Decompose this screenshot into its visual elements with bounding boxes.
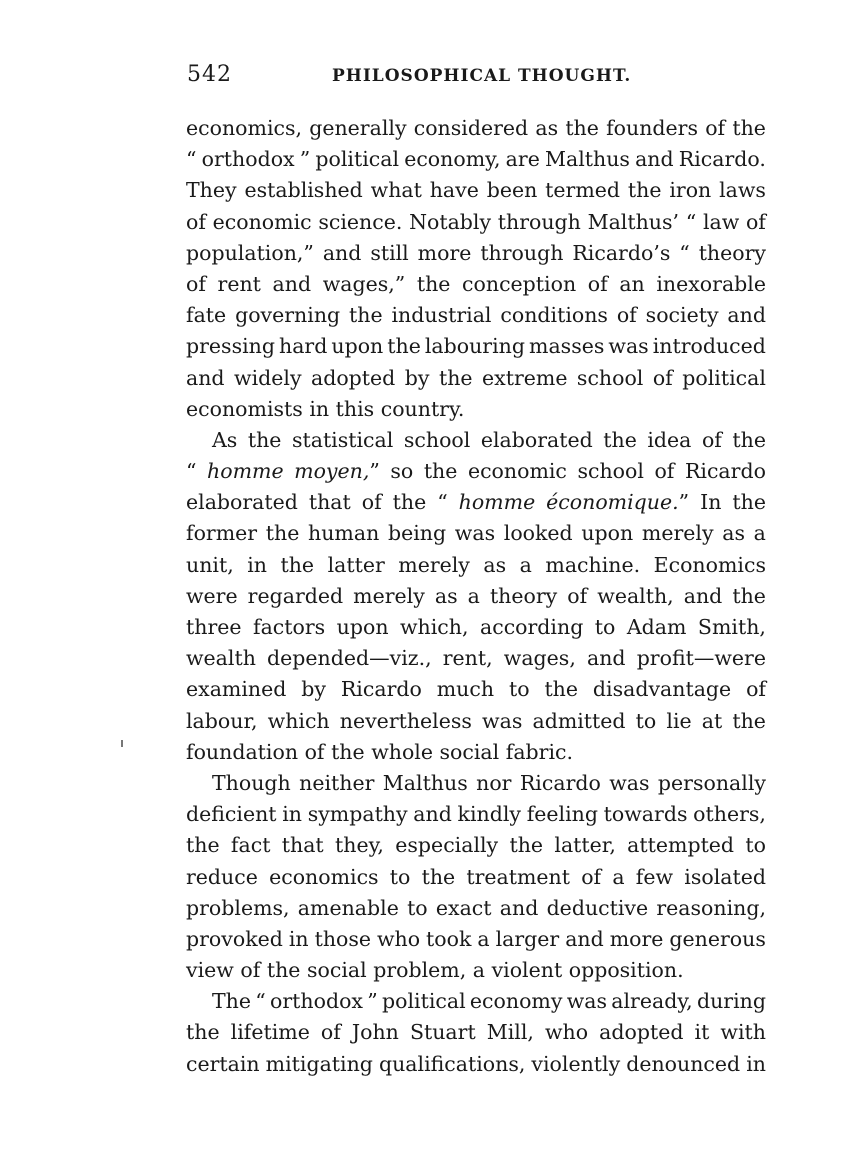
word: deductive (546, 895, 649, 920)
word: who (545, 1020, 589, 1045)
word: former (186, 521, 258, 546)
word: “ (437, 490, 448, 515)
word: The (212, 989, 252, 1014)
word: the (331, 739, 365, 764)
word: John (351, 1020, 399, 1045)
word: moyen,” (294, 459, 380, 484)
word: more (417, 240, 472, 265)
word: feeling (526, 802, 598, 827)
word: political (382, 989, 466, 1014)
word: and (727, 303, 766, 328)
body-text (186, 113, 766, 1080)
word: that (308, 490, 351, 515)
paragraph-homme-economique (186, 425, 766, 768)
word: adopted (311, 365, 396, 390)
word: Ricardo (519, 770, 601, 795)
word: labouring (424, 334, 525, 359)
text-line (186, 300, 766, 331)
word: economy (469, 989, 563, 1014)
word: elaborated (480, 427, 593, 452)
word: to (508, 677, 530, 702)
word: reduce (186, 864, 258, 889)
word: larger (495, 926, 560, 951)
word: was (566, 989, 607, 1014)
word: it (694, 1020, 710, 1045)
word: of (654, 459, 675, 484)
text-line (186, 394, 766, 425)
word: “ (186, 459, 197, 484)
word: school (403, 427, 471, 452)
word: économique.” (546, 490, 690, 515)
word: and (499, 895, 539, 920)
word: of (361, 490, 382, 515)
word: upon (336, 615, 389, 639)
word: labour, (186, 708, 258, 733)
word: unit, (186, 552, 234, 577)
word: was (482, 708, 523, 733)
word: and (635, 147, 674, 172)
word: orthodox (270, 989, 363, 1014)
word: others, (693, 802, 766, 827)
word: they, (335, 833, 384, 858)
word: school (577, 459, 644, 484)
word: examined (186, 677, 287, 702)
word: in (288, 926, 309, 951)
word: of (745, 209, 766, 234)
word: in (309, 396, 330, 421)
word: in (746, 1051, 766, 1076)
word: admitted (532, 708, 626, 733)
word: and (413, 802, 452, 827)
text-line (186, 643, 766, 674)
paragraph-opposition (186, 768, 766, 986)
word: violent (491, 958, 563, 983)
word: termed (545, 178, 621, 203)
text-line (186, 207, 766, 238)
word: governing (235, 303, 341, 328)
word: wealth (186, 646, 256, 671)
word: As (212, 427, 238, 452)
word: Ricardo’s (572, 240, 671, 265)
word: with (720, 1020, 766, 1045)
text-line (186, 331, 766, 362)
word: to (407, 895, 428, 920)
word: whole (371, 739, 433, 764)
word: personally (657, 770, 766, 795)
word: merely (353, 583, 425, 608)
word: laws (719, 178, 766, 203)
word: amenable (297, 895, 399, 920)
paragraph-mill (186, 986, 766, 1080)
word: a (519, 552, 532, 577)
word: exact (435, 895, 492, 920)
word: of (652, 365, 673, 390)
word: theory (698, 240, 766, 265)
word: upon (331, 334, 384, 359)
word: and (586, 646, 626, 671)
word: the (732, 116, 766, 140)
word: masses (529, 334, 605, 359)
word: considered (413, 116, 529, 140)
word: economic (212, 209, 312, 234)
word: and (186, 365, 225, 390)
word: the (186, 1020, 220, 1045)
word: of (581, 864, 602, 889)
word: certain (186, 1051, 260, 1076)
word: problem, (373, 958, 467, 983)
text-line (186, 487, 766, 518)
word: the (280, 552, 315, 577)
word: widely (234, 365, 302, 390)
word: rent, (442, 646, 493, 671)
word: introduced (652, 334, 766, 359)
word: three (186, 615, 242, 639)
word: much (436, 677, 495, 702)
word: the (387, 334, 421, 359)
text-line (186, 924, 766, 955)
word: factors (252, 615, 326, 639)
word: which, (400, 615, 469, 639)
word: the (603, 427, 637, 452)
word: was (609, 770, 650, 795)
word: to (389, 864, 411, 889)
text-line (186, 612, 766, 643)
word: the (438, 365, 473, 390)
word: Adam (626, 615, 687, 639)
text-line (186, 830, 766, 861)
word: of (567, 583, 588, 608)
word: rent (217, 271, 261, 296)
word: merely (641, 521, 714, 546)
word: profit—were (636, 646, 766, 671)
word: violently (531, 1051, 621, 1076)
word: was (608, 334, 649, 359)
word: isolated (684, 864, 766, 889)
word: a (467, 583, 480, 608)
word: at (701, 708, 723, 733)
running-head (187, 60, 767, 94)
word: of (186, 271, 206, 296)
word: to (635, 708, 657, 733)
word: theory (489, 583, 558, 608)
word: In (700, 490, 722, 515)
word: so (390, 459, 414, 484)
word: by (301, 677, 326, 702)
word: more (609, 926, 664, 951)
word: Ricardo (340, 677, 422, 702)
word: extreme (482, 365, 568, 390)
word: the (627, 178, 662, 203)
word: of (240, 958, 261, 983)
word: wealth, (597, 583, 674, 608)
word: Stuart (409, 1020, 476, 1045)
word: the (732, 490, 766, 515)
page-number: 542 (187, 62, 232, 87)
word: They (186, 178, 237, 203)
word: conception (462, 271, 577, 296)
word: wages, (503, 646, 576, 671)
word: have (429, 178, 479, 203)
word: ” (367, 989, 378, 1014)
word: human (308, 521, 380, 546)
word: upon (581, 521, 634, 546)
word: as (434, 583, 458, 608)
word: already, (611, 989, 693, 1014)
word: industrial (391, 303, 492, 328)
word: in (282, 802, 302, 827)
word: orthodox (201, 147, 295, 172)
word: “ (255, 989, 266, 1014)
word: Ricardo (684, 459, 766, 484)
word: deficient (186, 802, 277, 827)
word: and (322, 240, 362, 265)
word: political (315, 147, 400, 172)
word: established (244, 178, 363, 203)
word: of (304, 739, 325, 764)
word: foundation (186, 739, 299, 764)
word: statistical (291, 427, 394, 452)
word: those (314, 926, 372, 951)
word: what (370, 178, 422, 203)
word: inexorable (656, 271, 766, 296)
word: pressing (186, 334, 275, 359)
text-line (186, 674, 766, 705)
word: through (497, 209, 581, 234)
word: the (732, 583, 766, 608)
word: neither (299, 770, 375, 795)
word: science. (318, 209, 403, 234)
word: looked (503, 521, 573, 546)
word: homme (458, 490, 536, 515)
word: Mill, (486, 1020, 534, 1045)
word: society (645, 303, 719, 328)
word: opposition. (568, 958, 684, 983)
word: the (247, 427, 282, 452)
word: the (266, 958, 301, 983)
word: were (186, 583, 238, 608)
word: homme (207, 459, 284, 484)
word: “ (186, 147, 197, 172)
word: nevertheless (339, 708, 472, 733)
word: the (732, 427, 766, 452)
text-line (186, 269, 766, 300)
word: provoked (186, 926, 283, 951)
word: and (565, 926, 604, 951)
word: of (705, 116, 726, 140)
text-line (186, 955, 766, 986)
word: economics, (186, 116, 303, 140)
word: during (696, 989, 766, 1014)
word: social (306, 958, 367, 983)
word: economists (186, 396, 303, 421)
word: of (186, 209, 206, 234)
word: that (281, 833, 324, 858)
word: the (423, 459, 458, 484)
word: country. (380, 396, 465, 421)
word: the (544, 677, 579, 702)
word: an (619, 271, 645, 296)
word: took (426, 926, 472, 951)
text-line (186, 238, 766, 269)
word: Smith, (697, 615, 766, 639)
word: latter, (554, 833, 616, 858)
word: of (746, 677, 766, 702)
word: iron (669, 178, 712, 203)
word: economic (467, 459, 567, 484)
word: as (535, 116, 559, 140)
text-line (186, 862, 766, 893)
running-title: PHILOSOPHICAL THOUGHT. (332, 66, 632, 86)
word: attempted (627, 833, 735, 858)
word: Malthus (544, 147, 630, 172)
word: Malthus (382, 770, 468, 795)
word: are (505, 147, 540, 172)
word: depended—viz., (267, 646, 432, 671)
word: being (387, 521, 447, 546)
word: of (320, 1020, 341, 1045)
text-line (186, 363, 766, 394)
word: the (349, 303, 383, 328)
word: treatment (466, 864, 571, 889)
word: a (472, 958, 486, 983)
word: by (404, 365, 430, 390)
word: the (392, 490, 427, 515)
word: “ (679, 240, 690, 265)
word: the (732, 708, 766, 733)
text-line (186, 581, 766, 612)
word: kindly (457, 802, 521, 827)
word: few (635, 864, 674, 889)
word: a (753, 521, 766, 546)
word: regarded (247, 583, 344, 608)
word: mitigating (265, 1051, 373, 1076)
word: qualifications, (378, 1051, 526, 1076)
word: social (439, 739, 500, 764)
word: machine. (545, 552, 641, 577)
word: fate (186, 303, 227, 328)
word: population,” (186, 240, 314, 265)
text-line (186, 799, 766, 830)
word: hard (279, 334, 328, 359)
word: nor (476, 770, 512, 795)
word: problems, (186, 895, 290, 920)
word: lie (666, 708, 692, 733)
word: Economics (653, 552, 766, 577)
word: been (486, 178, 538, 203)
word: lifetime (230, 1020, 310, 1045)
text-line (186, 706, 766, 737)
word: of (616, 303, 637, 328)
word: Though (212, 770, 291, 795)
word: political (682, 365, 766, 390)
word: disadvantage (592, 677, 732, 702)
word: the (265, 521, 300, 546)
word: generally (309, 116, 407, 140)
word: was (454, 521, 496, 546)
word: view (186, 958, 234, 983)
word: who (376, 926, 421, 951)
word: towards (603, 802, 688, 827)
text-line (186, 518, 766, 549)
word: founders (606, 116, 699, 140)
word: Notably (409, 209, 492, 234)
text-line (186, 425, 766, 456)
word: and (272, 271, 312, 296)
word: wages,” (322, 271, 406, 296)
word: reasoning, (656, 895, 766, 920)
word: latter (327, 552, 385, 577)
text-line (186, 144, 766, 175)
word: “ (685, 209, 697, 234)
word: economy, (404, 147, 501, 172)
word: especially (395, 833, 499, 858)
text-line (186, 456, 766, 487)
word: the (421, 864, 456, 889)
word: fabric. (505, 739, 574, 764)
word: adopted (599, 1020, 684, 1045)
word: the (186, 833, 220, 858)
word: a (612, 864, 625, 889)
word: Ricardo. (678, 147, 766, 172)
text-line (186, 175, 766, 206)
word: a (477, 926, 490, 951)
word: which (267, 708, 330, 733)
text-line (186, 1017, 766, 1048)
word: this (335, 396, 375, 421)
word: to (745, 833, 766, 858)
word: law (702, 209, 740, 234)
text-line (186, 768, 766, 799)
text-line (186, 893, 766, 924)
word: economics (269, 864, 379, 889)
word: school (576, 365, 644, 390)
text-line (186, 113, 766, 144)
print-speck (121, 740, 123, 747)
word: the (509, 833, 544, 858)
word: ” (299, 147, 311, 172)
word: generous (669, 926, 766, 951)
word: elaborated (186, 490, 298, 515)
word: merely (398, 552, 470, 577)
paragraph-continuation (186, 113, 766, 425)
word: of (587, 271, 608, 296)
word: in (247, 552, 267, 577)
word: the (416, 271, 451, 296)
word: still (370, 240, 409, 265)
text-line (186, 550, 766, 581)
word: conditions (500, 303, 608, 328)
word: fact (230, 833, 271, 858)
word: denounced (626, 1051, 741, 1076)
word: according (479, 615, 584, 639)
text-line (186, 737, 766, 768)
word: the (565, 116, 599, 140)
word: as (722, 521, 745, 546)
word: as (483, 552, 507, 577)
text-line (186, 986, 766, 1017)
word: through (480, 240, 564, 265)
word: and (683, 583, 723, 608)
text-line (186, 1049, 766, 1080)
word: sympathy (307, 802, 408, 827)
word: Malthus’ (587, 209, 680, 234)
word: idea (647, 427, 692, 452)
word: of (701, 427, 722, 452)
word: to (594, 615, 616, 639)
